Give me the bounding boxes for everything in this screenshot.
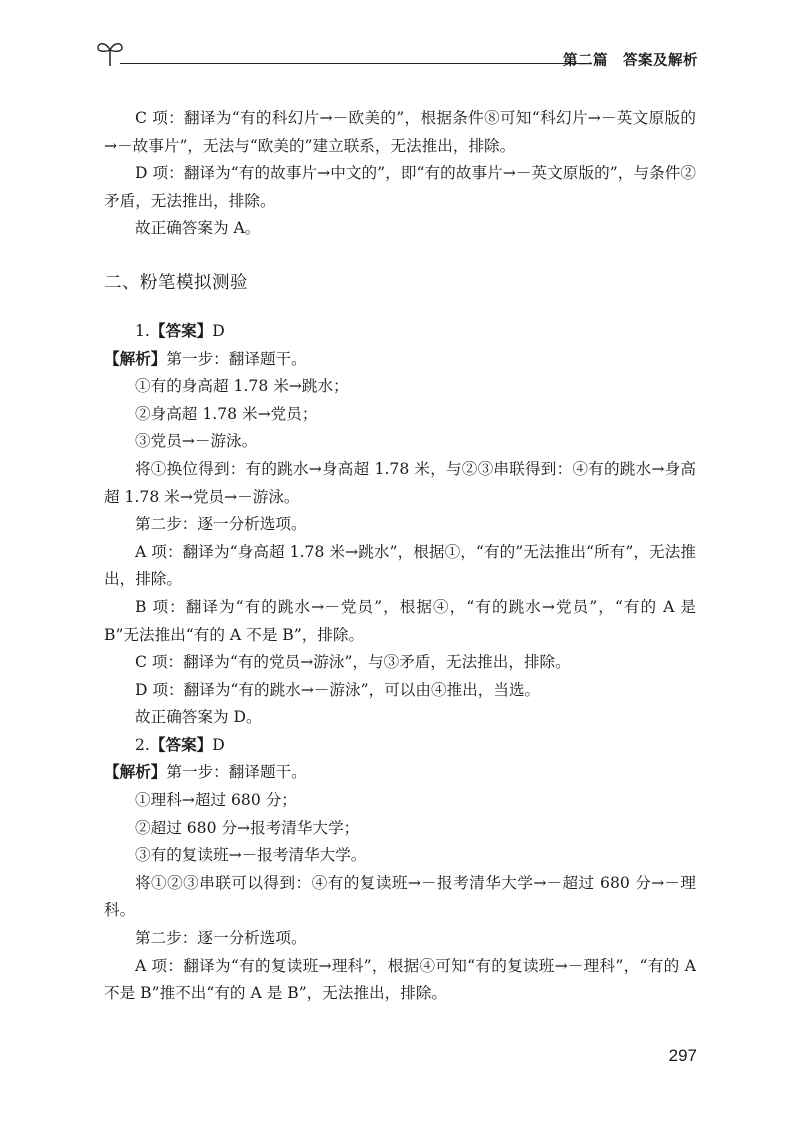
- q2-answer-value: D: [212, 735, 225, 754]
- answer-line: 故正确答案为 A。: [135, 219, 261, 238]
- q1-number: 1.: [135, 321, 150, 340]
- q2-premise-3: ③有的复读班→－报考清华大学。: [135, 846, 367, 865]
- q1-option-c: C 项：翻译为“有的党员→游泳”，与③矛盾，无法推出，排除。: [135, 653, 571, 672]
- q1-answer-value: D: [212, 321, 225, 340]
- q1-step2: 第二步：逐一分析选项。: [135, 515, 307, 534]
- q1-answer-label: 【答案】: [149, 321, 213, 340]
- q2-option-a: A 项：翻译为“有的复读班→理科”，根据④可知“有的复读班→－理科”，“有的 A 不是 B”推不出“有的 A 是 B”，无法推出，排除。: [104, 956, 696, 1003]
- q1-chain: 将①换位得到：有的跳水→身高超 1.78 米，与②③串联得到：④有的跳水→身高超 1.78 米→党员→－游泳。: [104, 459, 696, 506]
- q1-option-a: A 项：翻译为“身高超 1.78 米→跳水”，根据①，“有的”无法推出“所有”，无法推出，排除。: [104, 542, 696, 589]
- q2-chain: 将①②③串联可以得到：④有的复读班→－报考清华大学→－超过 680 分→－理科。: [104, 873, 696, 920]
- q2-analysis-text: 第一步：翻译题干。: [166, 763, 307, 782]
- q2-premise-2: ②超过 680 分→报考清华大学；: [135, 818, 360, 837]
- running-header: [96, 38, 698, 70]
- option-d-paragraph: D 项：翻译为“有的故事片→中文的”，即“有的故事片→－英文原版的”，与条件②矛盾，无法推出，排除。: [104, 164, 696, 210]
- q2-answer-line: [104, 732, 696, 760]
- q1-premise-3: ③党员→－游泳。: [135, 432, 258, 451]
- option-c-paragraph: C 项：翻译为“有的科幻片→－欧美的”，根据条件⑧可知“科幻片→－英文原版的→－故事片”，无法与“欧美的”建立联系，无法推出，排除。: [104, 109, 696, 155]
- header-title: 第二篇 答案及解析: [563, 53, 698, 69]
- q1-option-d: D 项：翻译为“有的跳水→－游泳”，可以由④推出，当选。: [135, 680, 541, 699]
- q1-option-b: B 项：翻译为“有的跳水→－党员”，根据④，“有的跳水→党员”，“有的 A 是 B”无法推出“有的 A 不是 B”，排除。: [104, 597, 696, 644]
- section-heading: 二、粉笔模拟测验: [104, 272, 248, 293]
- q2-number: 2.: [135, 735, 150, 754]
- q1-analysis-text: 第一步：翻译题干。: [166, 349, 307, 368]
- q1-analysis-line: [104, 346, 696, 374]
- q2-step2: 第二步：逐一分析选项。: [135, 929, 307, 948]
- page-content: [104, 105, 696, 1008]
- q2-answer-label: 【答案】: [149, 735, 213, 754]
- q1-analysis-label: 【解析】: [104, 349, 167, 368]
- header-rule: [120, 63, 590, 64]
- q1-answer-line: [104, 318, 696, 346]
- q2-analysis-label: 【解析】: [104, 763, 167, 782]
- q1-premise-2: ②身高超 1.78 米→党员；: [135, 404, 318, 423]
- page-number: 297: [668, 1046, 697, 1065]
- q1-final-answer: 故正确答案为 D。: [135, 708, 262, 727]
- q1-premise-1: ①有的身高超 1.78 米→跳水；: [135, 377, 349, 396]
- q2-analysis-line: [104, 759, 696, 787]
- q2-premise-1: ①理科→超过 680 分；: [135, 791, 297, 810]
